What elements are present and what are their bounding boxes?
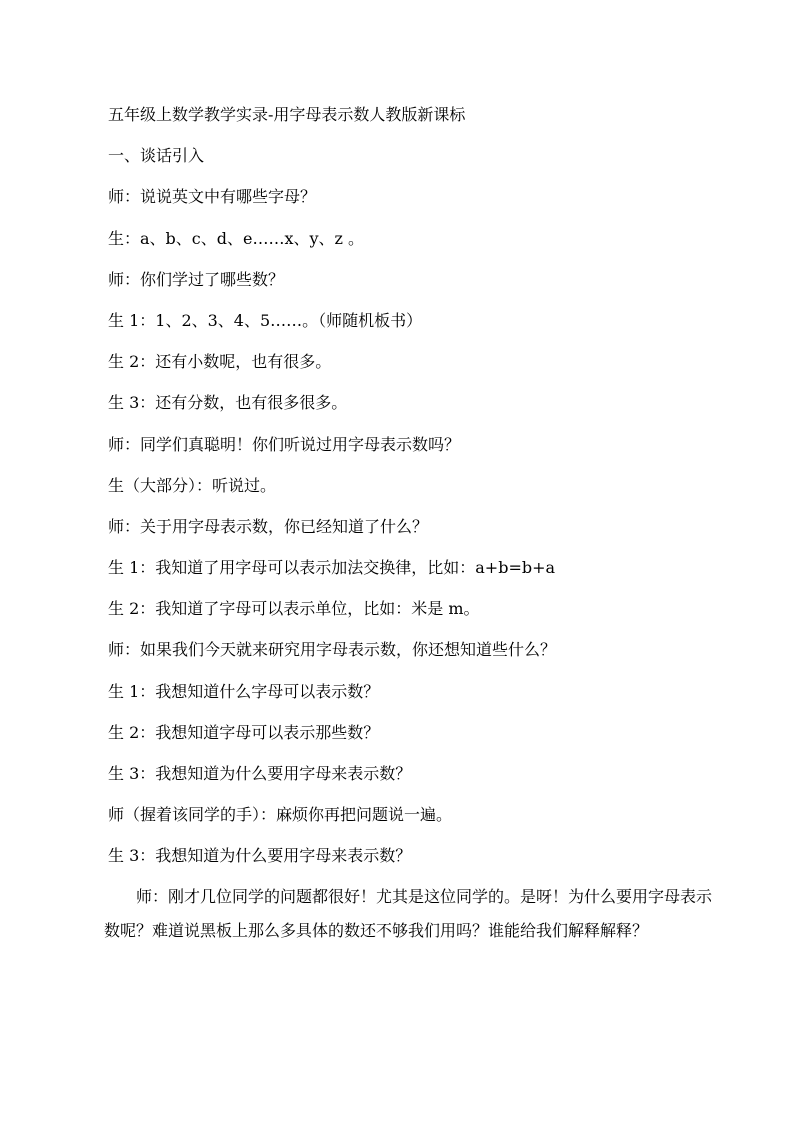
dialogue-line: 生 3：我想知道为什么要用字母来表示数？ — [108, 764, 412, 783]
document-title: 五年级上数学教学实录-用字母表示数人教版新课标 — [108, 105, 466, 124]
dialogue-line: 生 3：还有分数，也有很多很多。 — [108, 393, 348, 413]
dialogue-line: 师：说说英文中有哪些字母？ — [108, 187, 317, 207]
dialogue-line: 师：关于用字母表示数，你已经知道了什么？ — [108, 516, 429, 536]
dialogue-line: 生 1：我想知道什么字母可以表示数？ — [108, 681, 380, 701]
dialogue-line: 生：a、b、c、d、e……x、y、z 。 — [108, 228, 365, 248]
dialogue-line: 师：同学们真聪明！你们听说过用字母表示数吗？ — [108, 434, 461, 454]
dialogue-line: 师：你们学过了哪些数？ — [108, 269, 285, 289]
dialogue-line: 生（大部分）：听说过。 — [108, 475, 277, 495]
dialogue-line: 生 1：1、2、3、4、5……。（师随机板书） — [108, 310, 423, 330]
dialogue-line: 师：如果我们今天就来研究用字母表示数，你还想知道些什么？ — [108, 640, 557, 660]
dialogue-line: 师（握着该同学的手）：麻烦你再把问题说一遍。 — [108, 805, 453, 825]
dialogue-line: 生 2：我想知道字母可以表示那些数？ — [108, 722, 380, 742]
dialogue-line: 生 1：我知道了用字母可以表示加法交换律，比如：a+b=b+a — [108, 558, 556, 578]
final-paragraph: 师：刚才几位同学的问题都很好！尤其是这位同学的。是呀！为什么要用字母表示数呢？难道说黑板上那么多具体的数还不够我们用吗？谁能给我们解释解释？ — [104, 886, 713, 941]
dialogue-line: 生 3：我想知道为什么要用字母来表示数？ — [108, 846, 412, 866]
document-body — [104, 103, 713, 949]
section-heading: 一、谈话引入 — [108, 146, 205, 166]
dialogue-line: 生 2：我知道了字母可以表示单位，比如：米是 m。 — [108, 599, 480, 619]
dialogue-line: 生 2：还有小数呢，也有很多。 — [108, 352, 332, 372]
